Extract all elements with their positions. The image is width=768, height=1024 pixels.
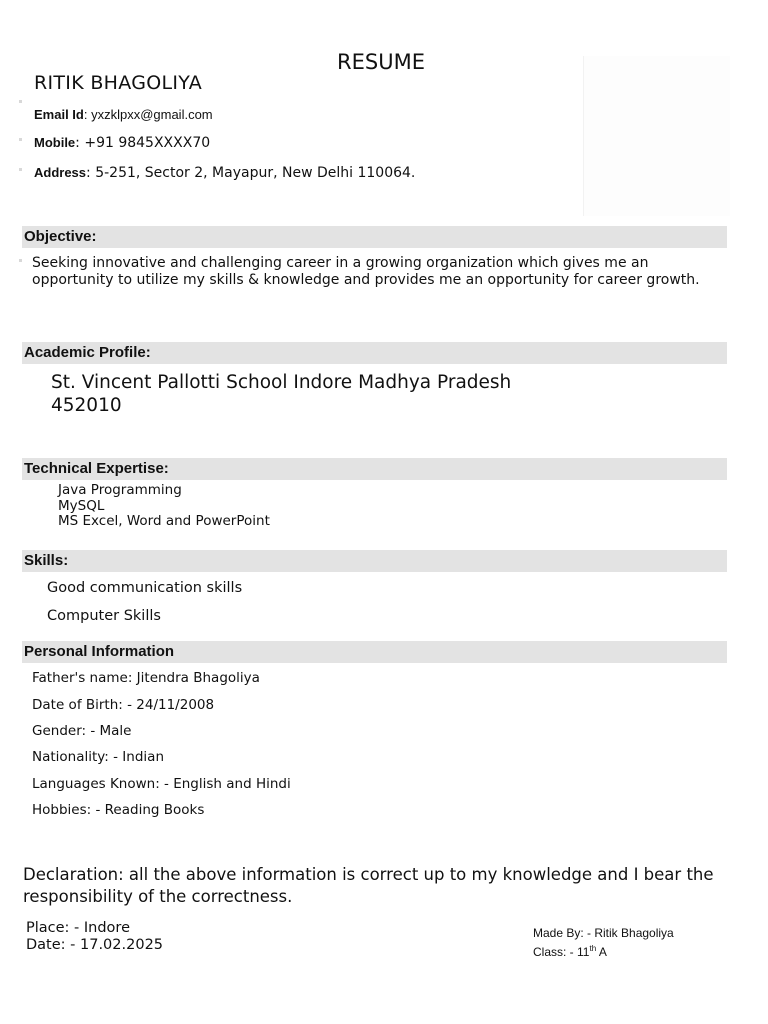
list-item: Nationality: - Indian <box>32 749 164 765</box>
email-value: : yxzklpxx@gmail.com <box>83 107 213 122</box>
list-item: Father's name: Jitendra Bhagoliya <box>32 670 260 686</box>
made-by-block <box>533 925 674 960</box>
scan-mark <box>19 259 22 262</box>
school-name <box>51 371 611 417</box>
list-item: Hobbies: - Reading Books <box>32 802 205 818</box>
technical-list <box>58 483 270 530</box>
mobile-line <box>34 135 210 151</box>
class-suffix: A <box>596 945 607 959</box>
list-item: Good communication skills <box>47 580 243 596</box>
mobile-value: : +91 9845XXXX70 <box>75 135 211 151</box>
list-item: Java Programming <box>58 482 182 498</box>
list-item: MySQL <box>58 497 105 514</box>
place-line: Place: - Indore <box>26 920 130 936</box>
skills-heading: Skills: <box>22 550 727 572</box>
personal-heading: Personal Information <box>22 641 727 663</box>
scan-mark <box>19 138 22 141</box>
mobile-label: Mobile <box>34 135 76 150</box>
place-date <box>26 920 163 954</box>
list-item: Date of Birth: - 24/11/2008 <box>32 697 215 713</box>
list-item: Computer Skills <box>47 608 161 624</box>
address-label: Address <box>34 165 87 180</box>
list-item: MS Excel, Word and PowerPoint <box>58 513 270 529</box>
list-item: Gender: - Male <box>32 723 132 739</box>
date-line: Date: - 17.02.2025 <box>26 937 164 953</box>
school-pincode: 452010 <box>51 395 122 416</box>
email-line <box>34 107 213 123</box>
resume-title: RESUME <box>337 50 425 74</box>
address-line <box>34 165 415 181</box>
scan-mark <box>19 168 22 171</box>
academic-heading: Academic Profile: <box>22 342 727 364</box>
technical-heading: Technical Expertise: <box>22 458 727 480</box>
objective-text: Seeking innovative and challenging career in a growing organization which gives me an opportunity to utilize my skills & knowledge and provides me an opportunity for career growth. <box>32 255 700 288</box>
photo-placeholder <box>583 56 730 216</box>
class-superscript: th <box>589 944 597 953</box>
class-line <box>533 941 674 960</box>
email-label: Email Id <box>34 107 84 122</box>
list-item: Languages Known: - English and Hindi <box>32 776 291 792</box>
made-by-line: Made By: - Ritik Bhagoliya <box>533 926 674 940</box>
candidate-name: RITIK BHAGOLIYA <box>34 72 202 94</box>
objective-heading: Objective: <box>22 226 727 248</box>
address-value: : 5-251, Sector 2, Mayapur, New Delhi 110064. <box>86 165 416 181</box>
class-prefix: Class: - 11 <box>533 945 590 959</box>
school-line: St. Vincent Pallotti School Indore Madhya Pradesh <box>51 372 512 393</box>
scan-mark <box>19 100 22 103</box>
declaration-text: Declaration: all the above information is correct up to my knowledge and I bear the responsibility of the correctness. <box>23 865 714 906</box>
